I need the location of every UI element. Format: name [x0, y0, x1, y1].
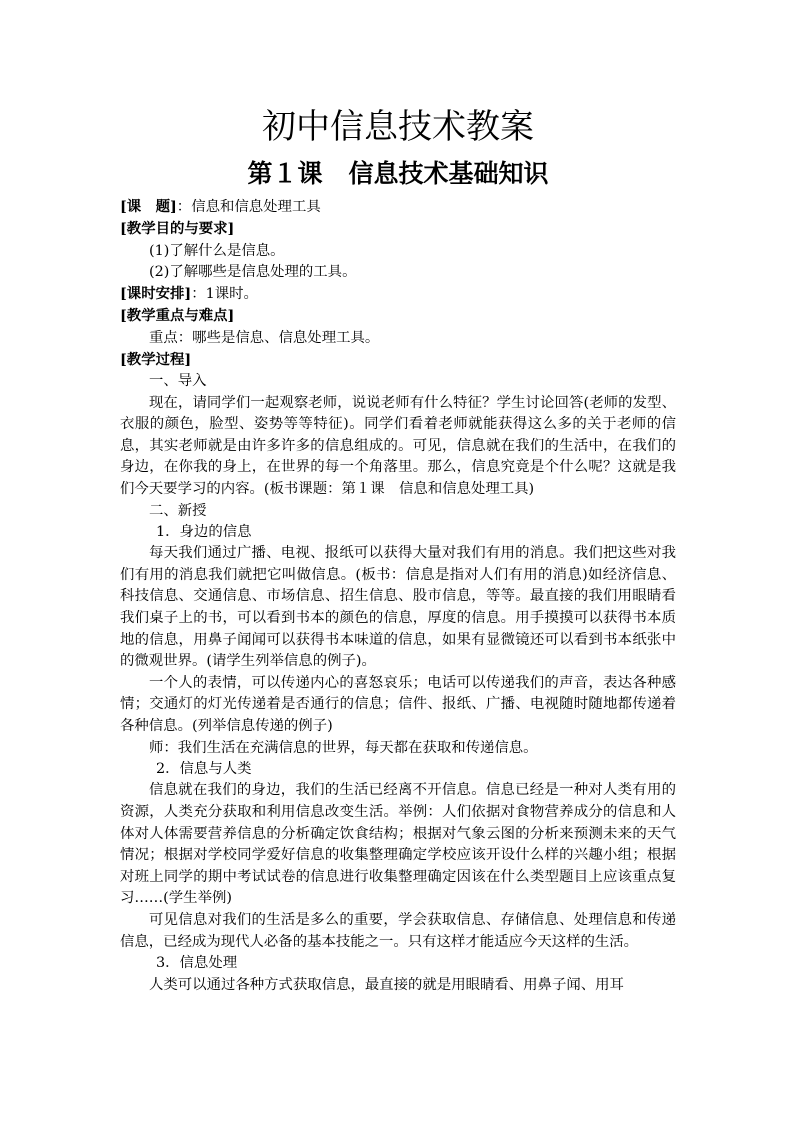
- section-2-paragraph-1: 信息就在我们的身边，我们的生活已经离不开信息。信息已经是一种对人类有用的资源，人类充分获取和利用信息改变生活。举例：人们依据对食物营养成分的信息和人体对人体需要营养信息的分析确定饮食结构；根据对气象云图的分析来预测未来的天气情况；根据对学校同学爱好信息的收集整理确定学校应该开设什么样的兴趣小组；根据对班上同学的期中考试试卷的信息进行收集整理确定因该在什么类型题目上应该重点复习……(学生举例): [120, 782, 676, 907]
- process-heading: [教学过程]: [120, 351, 192, 369]
- goal-item-2: (2)了解哪些是信息处理的工具。: [149, 263, 357, 280]
- new-lesson-heading: 二、新授: [149, 502, 207, 519]
- topic-value: 信息和信息处理工具: [191, 199, 321, 215]
- goals-heading: [教学目的与要求]: [120, 220, 235, 238]
- topic-label: [课 题]: [120, 198, 177, 215]
- section-1-paragraph-1: 每天我们通过广播、电视、报纸可以获得大量对我们有用的消息。我们把这些对我们有用的消息我们就把它叫做信息。(板书：信息是指对人们有用的消息)如经济信息、科技信息、交通信息、市场信息、招生信息、股市信息，等等。最直接的我们用眼睛看我们桌子上的书，可以看到书本的颜色的信息，厚度的信息。用手摸摸可以获得书本质地的信息，用鼻子闻闻可以获得书本味道的信息，如果有显微镜还可以看到书本纸张中的微观世界。(请学生列举信息的例子)。: [120, 545, 676, 670]
- schedule-line: [课时安排]：1课时。: [120, 285, 258, 303]
- lesson-name: 信息技术基础知识: [348, 159, 549, 188]
- section-1-paragraph-3: 师：我们生活在充满信息的世界，每天都在获取和传递信息。: [149, 739, 538, 756]
- section-3-heading: 3．信息处理: [156, 955, 238, 972]
- section-2-heading: 2．信息与人类: [156, 761, 252, 778]
- schedule-label: [课时安排]: [120, 285, 192, 303]
- focus-heading: [教学重点与难点]: [120, 307, 235, 325]
- intro-paragraph: 现在，请同学们一起观察老师，说说老师有什么特征？学生讨论回答(老师的发型、衣服的颜色，脸型、姿势等等特征)。同学们看着老师就能获得这么多的关于老师的信息，其实老师就是由许多许多的信息组成的。可见，信息就在我们的生活中，在我们的身边，在你我的身上，在世界的每一个角落里。那么，信息究竟是个什么呢？这就是我们今天要学习的内容。(板书课题：第１课 信息和信息处理工具): [120, 394, 676, 498]
- goal-item-1: (1)了解什么是信息。: [149, 242, 285, 259]
- schedule-value: 1课时。: [205, 286, 258, 303]
- focus-value: 重点：哪些是信息、信息处理工具。: [149, 329, 380, 346]
- document-title: 初中信息技术教案: [262, 107, 534, 147]
- intro-heading: 一、导入: [149, 373, 207, 390]
- section-1-heading: 1．身边的信息: [156, 523, 252, 540]
- topic-line: [课 题]：信息和信息处理工具: [120, 198, 321, 215]
- section-1-paragraph-2: 一个人的表情，可以传递内心的喜怒哀乐；电话可以传递我们的声音，表达各种感情；交通灯的灯光传递着是否通行的信息；信件、报纸、广播、电视随时随地都传递着各种信息。(列举信息传递的例子): [120, 674, 676, 734]
- lesson-number: 第１课: [247, 159, 323, 188]
- lesson-plan-page: [120, 100, 676, 996]
- section-3-paragraph-1: 人类可以通过各种方式获取信息，最直接的就是用眼睛看、用鼻子闻、用耳: [149, 976, 624, 993]
- section-2-paragraph-2: 可见信息对我们的生活是多么的重要，学会获取信息、存储信息、处理信息和传递信息，已经成为现代人必备的基本技能之一。只有这样才能适应今天这样的生活。: [120, 912, 676, 950]
- lesson-title: [120, 154, 676, 194]
